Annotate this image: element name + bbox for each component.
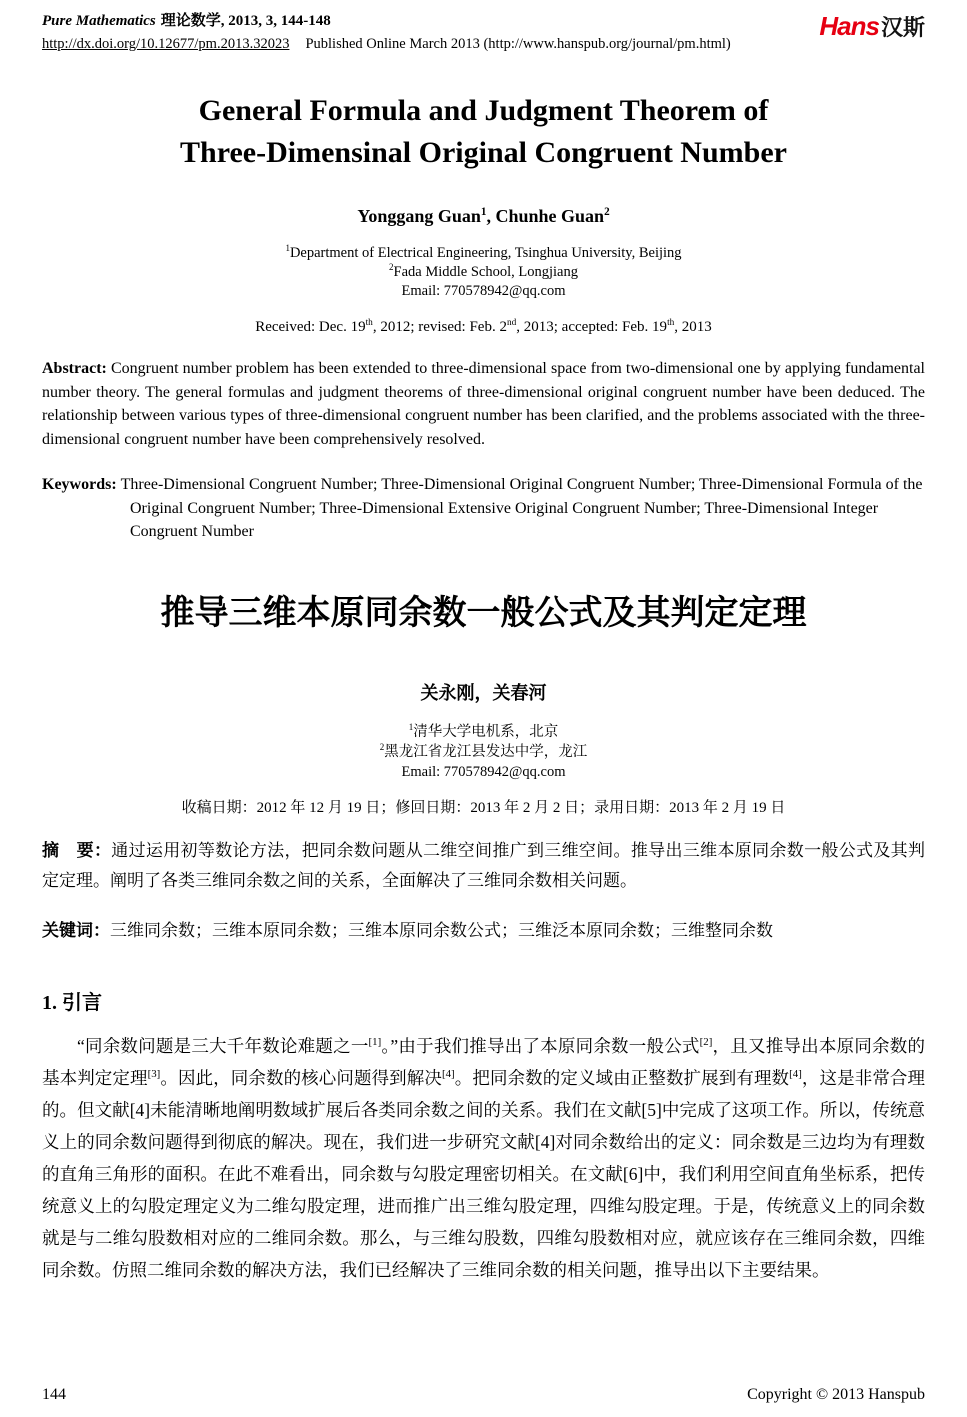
abstract-text-en: Congruent number problem has been extended to three-dimensional space from two-dimensional one by applying fundamental number theory. The general formulas and judgment theorems of three-dimensional original congruent number have been deduced. The relationship between various types of three-dimensional congruent number has been clarified, and the problems associated with the three-dimensional congruent number have been comprehensively resolved. <box>42 360 925 448</box>
affiliation-line: $^2$Fada Middle School, Longjiang <box>389 262 578 280</box>
keywords-label-en: Keywords: <box>42 476 121 493</box>
journal-header <box>42 12 925 54</box>
paper-title-zh: 推导三维本原同余数一般公式及其判定定理 <box>160 594 807 632</box>
email-line: Email: 770578942@qq.com <box>401 763 566 780</box>
received-dates-en: Received: Dec. 19th, 2012; revised: Feb. 2nd, 2013; accepted: Feb. 19th, 2013 <box>255 318 712 335</box>
keywords-text-en: Three-Dimensional Congruent Number; Three-Dimensional Original Congruent Number; Three-Dimensional Formula of the Original Congruent Number; Three-Dimensional Extensive Original Congruent Number; Three-Dimensional Integer Congruent Number <box>120 476 923 540</box>
hanspub-logo <box>819 12 925 45</box>
abstract-text-zh: 通过运用初等数论方法，把同余数问题从二维空间推广到三维空间。推导出三维本原同余数一般公式及其判定定理。阐明了各类三维同余数之间的关系，全面解决了三维同余数相关问题。 <box>42 840 925 890</box>
journal-header-left <box>42 12 731 54</box>
paper-title-en <box>42 90 925 174</box>
affiliations-en <box>42 244 925 301</box>
journal-issue: 理论数学, 2013, 3, 144-148 <box>160 13 331 29</box>
journal-name: Pure Mathematics <box>42 13 156 29</box>
email-line: Email: 770578942@qq.com <box>401 283 566 299</box>
affiliation-line: $^1$清华大学电机系，北京 <box>408 721 559 740</box>
published-info: Published Online March 2013 (http://www.hanspub.org/journal/pm.html) <box>305 36 731 52</box>
abstract-en <box>42 357 925 451</box>
affiliation-line: $^1$Department of Electrical Engineering, Tsinghua University, Beijing <box>285 243 682 261</box>
section-1-heading: 1. 引言 <box>42 991 102 1014</box>
abstract-label-zh: 摘 要： <box>42 840 112 860</box>
paper-title-en-line1: General Formula and Judgment Theorem of <box>198 94 769 127</box>
affiliations-zh <box>42 722 925 782</box>
copyright-notice: Copyright © 2013 Hanspub <box>747 1386 925 1403</box>
authors-zh: 关永刚，关春河 <box>420 682 547 703</box>
keywords-zh <box>42 916 925 946</box>
affiliation-line: $^2$黑龙江省龙江县发达中学，龙江 <box>379 741 588 760</box>
page-number: 144 <box>42 1386 66 1403</box>
hans-logo-zh-text: 汉斯 <box>880 15 925 40</box>
abstract-label-en: Abstract: <box>42 360 111 377</box>
doi-link[interactable]: http://dx.doi.org/10.12677/pm.2013.32023 <box>42 36 290 52</box>
hans-logo-text: Hans <box>819 11 879 41</box>
journal-line <box>42 12 731 31</box>
doi-line <box>42 34 731 54</box>
page-footer <box>42 1385 925 1405</box>
received-dates-zh: 收稿日期：2012 年 12 月 19 日；修回日期：2013 年 2 月 2 日；录用日期：2013 年 2 月 19 日 <box>181 799 786 816</box>
keywords-en <box>42 473 925 544</box>
abstract-zh <box>42 836 925 896</box>
keywords-label-zh: 关键词： <box>42 920 110 940</box>
keywords-text-zh: 三维同余数；三维本原同余数；三维本原同余数公式；三维泛本原同余数；三维整同余数 <box>110 920 773 940</box>
paper-title-en-line2: Three-Dimensinal Original Congruent Number <box>180 136 787 169</box>
authors-en: Yonggang Guan$^1$, Chunhe Guan$^2$ <box>357 206 610 226</box>
intro-paragraph: “同余数问题是三大千年数论难题之一[1]。”由于我们推导出了本原同余数一般公式[2]，且又推导出本原同余数的基本判定定理[3]。因此，同余数的核心问题得到解决[4]。把同余数的定义域由正整数扩展到有理数[4]，这是非常合理的。但文献[4]未能清晰地阐明数域扩展后各类同余数之间的关系。我们在文献[5]中完成了这项工作。所以，传统意义上的同余数问题得到彻底的解决。现在，我们进一步研究文献[4]对同余数给出的定义：同余数是三边均为有理数的直角三角形的面积。在此不难看出，同余数与勾股定理密切相关。在文献[6]中，我们利用空间直角坐标系，把传统意义上的勾股定理定义为二维勾股定理，进而推广出三维勾股定理，四维勾股定理。于是，传统意义上的同余数就是与二维勾股数相对应的二维同余数。那么，与三维勾股数，四维勾股数相对应，就应该存在三维同余数，四维同余数。仿照二维同余数的解决方法，我们已经解决了三维同余数的相关问题，推导出以下主要结果。 <box>42 1035 926 1280</box>
